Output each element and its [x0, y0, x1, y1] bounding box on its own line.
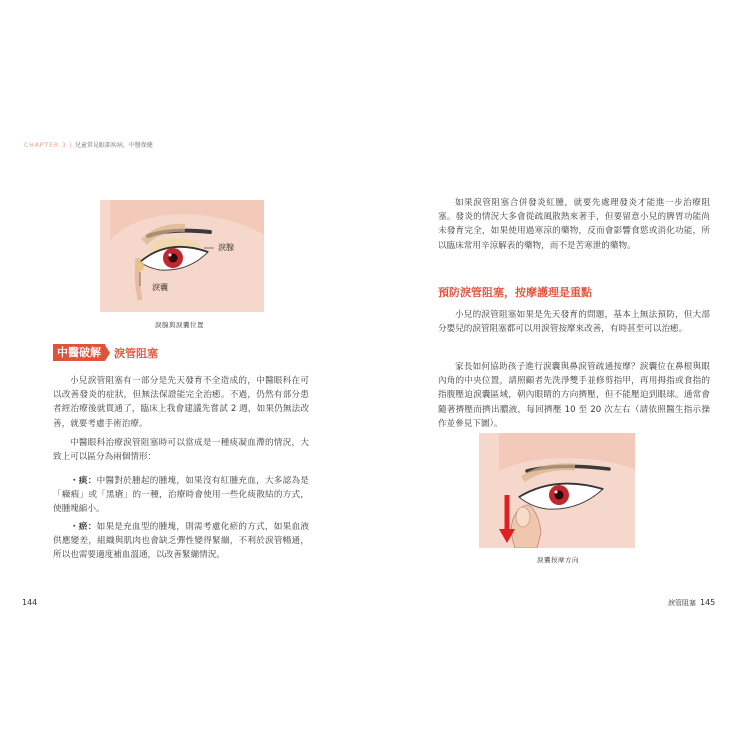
paragraph: 中醫眼科治療淚管阻塞時可以當成是一種痰凝血滯的情況，大致上可以區分為兩個情形：: [53, 438, 309, 463]
paragraph-stasis: [53, 520, 309, 563]
phlegm-label: ・痰：: [70, 476, 97, 486]
section-title-prevention: 預防淚管阻塞，按摩護理是重點: [438, 286, 592, 299]
paragraph-phlegm: [53, 474, 309, 517]
massage-diagram-figure: [479, 433, 635, 548]
section-title: 淚管阻塞: [114, 346, 158, 360]
figure-caption-left: 淚腺與淚囊位置: [155, 321, 204, 329]
chapter-title: 兒童常見眼部疾病，中醫保健: [74, 142, 153, 149]
footer-title: [668, 598, 696, 608]
chapter-label: CHAPTER 3: [24, 142, 67, 149]
running-header: CHAPTER 3 | 兒童常見眼部疾病，中醫保健: [24, 142, 153, 149]
stasis-text: 如果是充血型的腫塊，則需考慮化瘀的方式，如果血液供應變差，組織與肌肉也會缺乏彈性變得緊繃，不利於淚管暢通，所以也需要適度補血溫通，以改善緊繃情況。: [53, 522, 309, 561]
eye-illustration: [100, 200, 264, 312]
paragraph: 家長如何協助孩子進行淚囊與鼻淚管疏通按摩？淚囊位在鼻根與眼內角的中央位置，請照顧者先洗淨雙手並修剪指甲，再用拇指或食指的指腹壓迫淚囊區域，朝內眼睛的方向擠壓，但不能壓迫到眼球。通常會隨著擠壓而擠出膿液，每回擠壓 10 至 20 次左右（請依照醫生指示操作並參見下圖）。: [438, 362, 710, 429]
paragraph: 小兒的淚管阻塞如果是先天發育的問題，基本上無法預防，但大部分嬰兒的淚管阻塞都可以用淚管按摩來改善，有時甚至可以治癒。: [438, 310, 710, 335]
badge-arrow: [105, 345, 110, 361]
footer-title-text: 淚管阻塞: [668, 599, 696, 607]
lacrimal-sac-label: 淚囊: [152, 283, 168, 292]
paragraph: 如果淚管阻塞合併發炎紅腫，就要先處理發炎才能進一步治療阻塞。發炎的情況大多會從疏風散熱來著手，但要留意小兒的脾胃功能尚未發育完全，如果使用過寒涼的藥物，反而會影響食慾或消化功能，所以臨床常用辛涼解表的藥物，而不是苦寒泄的藥物。: [438, 198, 710, 251]
paragraph: 小兒淚管阻塞有一部分是先天發育不全造成的，中醫眼科在可以改善發炎的症狀，但無法保證能完全治癒。不過，仍然有部分患者經治療後就貫通了，臨床上我會建議先嘗試 2 週，如果仍無法改善，就要考慮手術治療。: [53, 376, 309, 429]
lacrimal-gland-label: 淚腺: [218, 243, 234, 252]
phlegm-text: 中醫對於腫起的腫塊，如果沒有紅腫充血，大多認為是「癥瘕」或「黑瘡」的一種，治療時會使用一些化痰散結的方式，使腫塊縮小。: [53, 476, 309, 515]
section-heading-tcm: [53, 344, 158, 361]
page-number-right: 145: [700, 598, 716, 607]
eye-diagram-figure: [100, 200, 264, 312]
figure-caption-right: 淚囊按摩方向: [537, 556, 579, 564]
section-badge: 中醫破解: [53, 344, 105, 361]
massage-illustration: [479, 433, 635, 548]
page-number-left: 144: [22, 598, 38, 607]
stasis-label: ・瘀：: [70, 522, 97, 532]
